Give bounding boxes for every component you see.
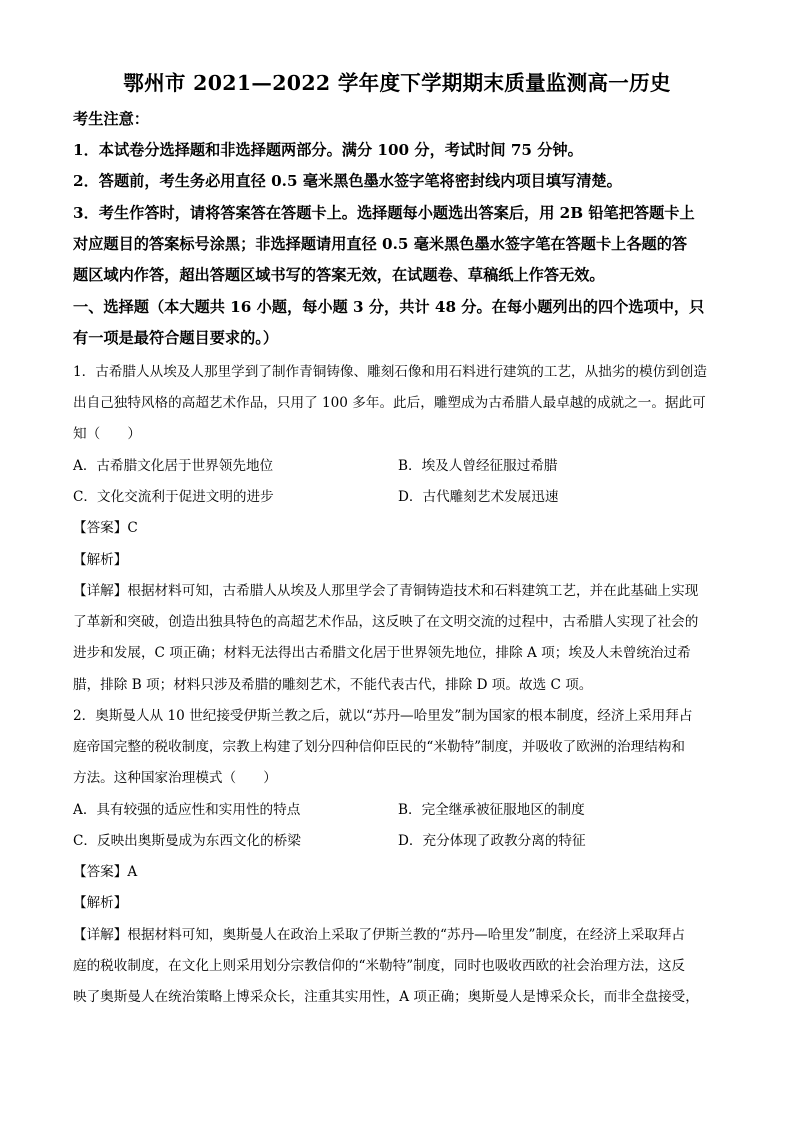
q2-option-c: C．反映出奥斯曼成为东西文化的桥梁 — [73, 833, 301, 849]
q2-stem-line-1: 2．奥斯曼人从 10 世纪接受伊斯兰教之后，就以“苏丹—哈里发”制为国家的根本制度，经济上采用拜占 — [73, 708, 693, 724]
q1-detail-line-3: 进步和发展，C 项正确；材料无法得出古希腊文化居于世界领先地位，排除 A 项；埃及人未曾统治过希 — [73, 645, 691, 661]
notice-line-3: 3．考生作答时，请将答案答在答题卡上。选择题每小题选出答案后，用 2B 铅笔把答题卡上 — [73, 204, 695, 222]
q2-stem-line-2: 庭帝国完整的税收制度，宗教上构建了划分四种信仰臣民的“米勒特”制度，并吸收了欧洲的治理结构和 — [73, 739, 686, 755]
q1-detail-line-2: 了革新和突破，创造出独具特色的高超艺术作品，这反映了在文明交流的过程中，古希腊人实现了社会的 — [73, 614, 699, 630]
notice-line-1: 1．本试卷分选择题和非选择题两部分。满分 100 分，考试时间 75 分钟。 — [73, 141, 583, 159]
q2-detail-line-2: 庭的税收制度，在文化上则采用划分宗教信仰的“米勒特”制度，同时也吸收西欧的社会治理方法，这反 — [73, 958, 686, 974]
q2-detail-line-1: 【详解】根据材料可知，奥斯曼人在政治上采取了伊斯兰教的“苏丹—哈里发”制度，在经济上采取拜占 — [73, 927, 686, 943]
q1-option-c: C．文化交流利于促进文明的进步 — [73, 489, 274, 505]
notice-line-2: 2．答题前，考生务必用直径 0.5 毫米黑色墨水签字笔将密封线内项目填写清楚。 — [73, 172, 622, 190]
q2-option-b: B．完全继承被征服地区的制度 — [398, 802, 585, 818]
q2-stem-line-3: 方法。这种国家治理模式（ ） — [73, 770, 277, 786]
notice-heading: 考生注意： — [73, 110, 149, 128]
notice-line-5: 题区域内作答，超出答题区域书写的答案无效，在试题卷、草稿纸上作答无效。 — [73, 266, 605, 284]
q1-stem-line-2: 出自己独特风格的高超艺术作品，只用了 100 多年。此后，雕塑成为古希腊人最卓越的成就之一。据此可 — [73, 395, 706, 411]
q2-analysis-label: 【解析】 — [73, 895, 128, 911]
notice-line-4: 对应题目的答案标号涂黑；非选择题请用直径 0.5 毫米黑色墨水签字笔在答题卡上各题的答 — [73, 235, 688, 253]
q1-option-d: D．古代雕刻艺术发展迅速 — [398, 489, 559, 505]
q1-analysis-label: 【解析】 — [73, 552, 128, 568]
page-title: 鄂州市 2021—2022 学年度下学期期末质量监测高一历史 — [123, 71, 671, 95]
q1-option-a: A．古希腊文化居于世界领先地位 — [73, 458, 274, 474]
q2-option-a: A．具有较强的适应性和实用性的特点 — [73, 802, 301, 818]
q1-stem-line-3: 知（ ） — [73, 426, 141, 442]
section-heading-line-1: 一、选择题（本大题共 16 小题，每小题 3 分，共计 48 分。在每小题列出的四个选项中，只 — [73, 298, 705, 316]
q2-option-d: D．充分体现了政教分离的特征 — [398, 833, 586, 849]
q2-answer: 【答案】A — [73, 864, 138, 880]
q2-detail-line-3: 映了奥斯曼人在统治策略上博采众长，注重其实用性，A 项正确；奥斯曼人是博采众长，而非全盘接受， — [73, 989, 699, 1005]
q1-stem-line-1: 1．古希腊人从埃及人那里学到了制作青铜铸像、雕刻石像和用石料进行建筑的工艺，从拙劣的模仿到创造 — [73, 364, 707, 380]
q1-detail-line-4: 腊，排除 B 项；材料只涉及希腊的雕刻艺术，不能代表古代，排除 D 项。故选 C 项。 — [73, 677, 593, 693]
q1-detail-line-1: 【详解】根据材料可知，古希腊人从埃及人那里学会了青铜铸造技术和石料建筑工艺，并在此基础上实现 — [73, 583, 699, 599]
section-heading-line-2: 有一项是最符合题目要求的。） — [73, 329, 279, 347]
q1-answer: 【答案】C — [73, 520, 138, 536]
q1-option-b: B．埃及人曾经征服过希腊 — [398, 458, 558, 474]
